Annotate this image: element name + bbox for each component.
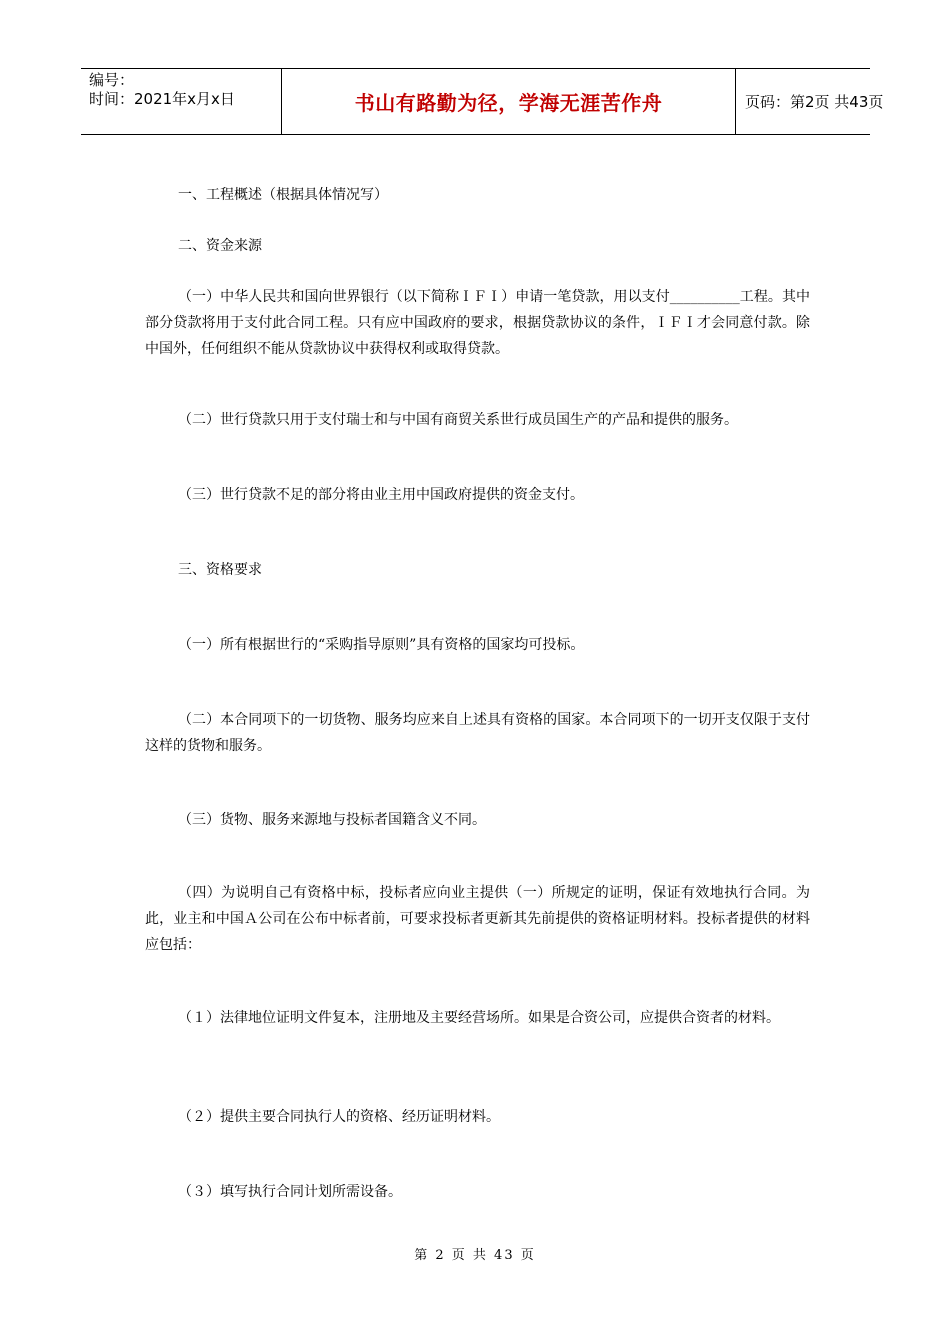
section-heading: 一、工程概述（根据具体情况写） bbox=[178, 187, 388, 203]
number-label: 编号： bbox=[89, 71, 135, 89]
page-info: 页码：第2页 共43页 bbox=[745, 93, 884, 111]
paragraph: （一）所有根据世行的“采购指导原则”具有资格的国家均可投标。 bbox=[178, 637, 585, 653]
time-label: 时间：2021年x月x日 bbox=[89, 90, 235, 108]
header-meta bbox=[81, 69, 282, 134]
paragraph: （四）为说明自己有资格中标，投标者应向业主提供（一）所规定的证明，保证有效地执行合同。为此，业主和中国Ａ公司在公布中标者前，可要求投标者更新其先前提供的资格证明材料。投标者提供的材料应包括： bbox=[145, 885, 810, 953]
paragraph: （三）世行贷款不足的部分将由业主用中国政府提供的资金支付。 bbox=[178, 487, 584, 503]
paragraph: （一）中华人民共和国向世界银行（以下简称ＩＦＩ）申请一笔贷款，用以支付__________工程。其中部分贷款将用于支付此合同工程。只有应中国政府的要求，根据贷款协议的条件，ＩＦＩ才会同意付款。除中国外，任何组织不能从贷款协议中获得权利或取得贷款。 bbox=[145, 289, 810, 357]
section-heading: 二、资金来源 bbox=[178, 238, 262, 254]
footer-page-number: 第 2 页 共 43 页 bbox=[414, 1248, 536, 1263]
header-motto-cell bbox=[282, 69, 736, 134]
header-page-info bbox=[736, 69, 884, 134]
paragraph: （３）填写执行合同计划所需设备。 bbox=[178, 1184, 402, 1200]
section-heading: 三、资格要求 bbox=[178, 562, 262, 578]
motto: 书山有路勤为径，学海无涯苦作舟 bbox=[354, 91, 663, 115]
paragraph: （２）提供主要合同执行人的资格、经历证明材料。 bbox=[178, 1109, 500, 1125]
paragraph: （二）本合同项下的一切货物、服务均应来自上述具有资格的国家。本合同项下的一切开支仅限于支付这样的货物和服务。 bbox=[145, 712, 810, 754]
paragraph: （三）货物、服务来源地与投标者国籍含义不同。 bbox=[178, 812, 486, 828]
paragraph: （二）世行贷款只用于支付瑞士和与中国有商贸关系世行成员国生产的产品和提供的服务。 bbox=[178, 412, 738, 428]
page-footer bbox=[0, 1244, 950, 1263]
paragraph: （１）法律地位证明文件复本，注册地及主要经营场所。如果是合资公司，应提供合资者的材料。 bbox=[178, 1010, 780, 1026]
document-header bbox=[81, 68, 884, 135]
